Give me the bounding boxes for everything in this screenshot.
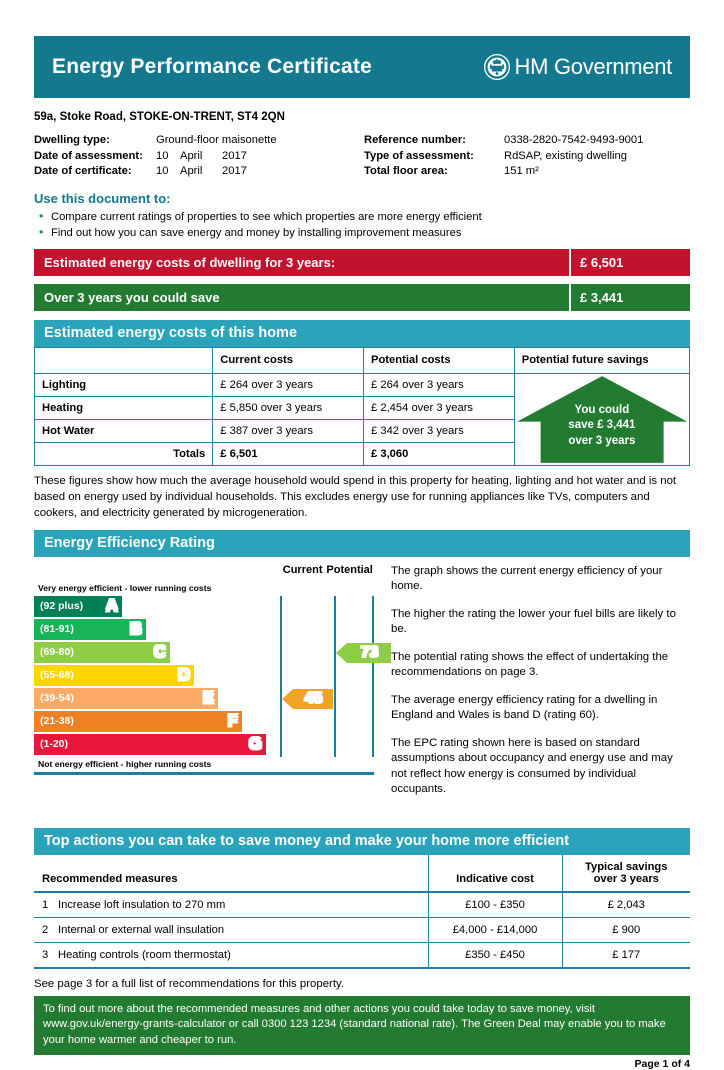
col-potential-costs: Potential costs [364,347,515,373]
estimated-cost-bar [34,249,690,276]
date-of-assessment-value [156,149,247,165]
measure-text-1: Increase loft insulation to 270 mm [58,898,226,911]
graph-bottom-label: Not energy efficient - higher running costs [38,758,212,769]
current-rating-arrow [282,688,334,710]
certificate-month: April [180,165,203,177]
measure-savings-1: £ 2,043 [562,892,690,918]
hm-government-logo [484,54,672,80]
totals-potential: £ 3,060 [364,442,515,465]
measure-number-2: 2 [42,923,49,936]
efficiency-para-3: The potential rating shows the effect of undertaking the recommendations on page 3. [391,650,669,678]
efficiency-para-2: The higher the rating the lower your fuel bills are likely to be. [391,607,676,635]
potential-saving-bar [34,284,690,311]
current-rating-value: 45 [304,689,323,707]
savings-line-2: save £ 3,441 [568,419,636,431]
assessment-day: 10 [156,149,169,162]
royal-crest-icon [484,54,510,80]
lighting-current: £ 264 over 3 years [213,373,364,396]
bullet-icon: • [39,224,44,239]
rating-band-range-G: (1-20) [40,738,69,750]
table-row [35,373,690,396]
rating-band-letter-G: G [248,734,262,753]
graph-top-label: Very energy efficient - lower running costs [38,582,212,593]
rating-band-letter-A: A [105,596,118,615]
efficiency-para-4: The average energy efficiency rating for a dwelling in England and Wales is band D (rating 60). [391,693,658,721]
rating-band-letter-C: C [153,642,166,661]
reference-number-label: Reference number: [364,134,466,146]
costs-note: These figures show how much the average household would spend in this property for heating, lighting and hot water and is not based on energy used by individual households. This excludes energy use for running appliances like TVs, computers and cookers, and electricity generated by microgeneration. [34,474,677,519]
potential-rating-arrow [336,642,392,664]
estimated-cost-value: £ 6,501 [569,249,690,276]
col-header-potential: Potential [326,563,373,576]
rating-band-bar-D [34,665,194,686]
potential-saving-value: £ 3,441 [569,284,690,311]
savings-house-cell [514,373,689,465]
recommendations-band: Top actions you can take to save money and make your home more efficient [34,828,690,855]
rating-band-range-A: (92 plus) [40,600,84,612]
use-document-bullet-2: Find out how you can save energy and money by installing improvement measures [51,226,462,239]
table-row [34,892,690,918]
reference-number-value: 0338-2820-7542-9493-9001 [504,134,644,146]
col-indicative-cost: Indicative cost [428,855,562,892]
measure-savings-2: £ 900 [562,917,690,942]
type-of-assessment-label: Type of assessment: [364,149,474,162]
measure-text-2: Internal or external wall insulation [58,923,225,936]
totals-current: £ 6,501 [213,442,364,465]
rating-band-range-E: (39-54) [40,692,74,704]
efficiency-section-band: Energy Efficiency Rating [34,530,690,557]
total-floor-area-label: Total floor area: [364,165,448,177]
hotwater-potential: £ 342 over 3 years [364,419,515,442]
measure-number-1: 1 [42,898,49,911]
table-row [34,942,690,968]
rating-band-letter-F: F [227,711,238,730]
type-of-assessment-value: RdSAP, existing dwelling [504,149,627,162]
page-title: Energy Performance Certificate [52,55,372,78]
typical-savings-line-1: Typical savings [585,860,668,873]
measure-cost-3: £350 - £450 [428,942,562,968]
measure-savings-3: £ 177 [562,942,690,968]
row-label-hot-water: Hot Water [35,419,213,442]
rating-band-letter-E: E [202,688,214,707]
rating-band-letter-D: D [177,665,190,684]
rating-band-range-D: (55-68) [40,669,74,681]
column-divider [334,596,336,757]
col-potential-savings: Potential future savings [514,347,689,373]
rating-band-bar-B [34,619,146,640]
savings-house-text [515,403,689,450]
rating-band-letter-B: B [129,619,142,638]
measure-cell-3 [34,942,428,968]
col-current-costs: Current costs [213,347,364,373]
costs-section-band: Estimated energy costs of this home [34,320,690,347]
property-meta [34,133,690,180]
energy-costs-table [34,347,690,466]
assessment-year: 2017 [222,149,247,162]
dwelling-type-value: Ground-floor maisonette [156,134,277,146]
measure-cost-1: £100 - £350 [428,892,562,918]
current-column [280,596,379,757]
measure-cell-1 [34,892,428,918]
rating-band-bar-C [34,642,170,663]
col-blank [35,347,213,373]
heating-potential: £ 2,454 over 3 years [364,396,515,419]
efficiency-graph [34,563,379,810]
use-document-list [34,209,690,241]
rating-band-bar-A [34,596,122,617]
date-of-certificate-value [156,164,247,180]
savings-house [515,374,689,465]
efficiency-section [34,564,690,810]
see-page-note: See page 3 for a full list of recommendations for this property. [34,977,345,990]
certificate-day: 10 [156,165,169,177]
typical-savings-line-2: over 3 years [593,872,659,885]
footer-green-box: To find out more about the recommended measures and other actions you could take today to save money, visit www.gov.uk/energy-grants-calculator or call 0300 123 1234 (standard national rate). The Green Deal may enable you to make your home warmer and cheaper to run. [34,996,690,1056]
graph-rating-columns [280,596,379,757]
measure-text-3: Heating controls (room thermostat) [58,948,231,961]
graph-body [34,582,379,775]
use-document-bullet-1: Compare current ratings of properties to see which properties are more energy efficient [51,210,482,223]
col-typical-savings [562,855,690,892]
total-floor-area-value: 151 m² [504,165,539,177]
savings-line-3: over 3 years [568,434,636,447]
rating-band-range-C: (69-80) [40,646,74,658]
potential-saving-label: Over 3 years you could save [44,289,220,305]
heating-current: £ 5,850 over 3 years [213,396,364,419]
estimated-cost-label: Estimated energy costs of dwelling for 3 years: [44,254,336,270]
list-item [34,225,690,241]
property-address: 59a, Stoke Road, STOKE-ON-TRENT, ST4 2QN [34,111,285,123]
recommendations-table [34,855,690,969]
hm-government-label: HM Government [514,54,672,79]
row-label-heating: Heating [35,396,213,419]
rating-band-range-F: (21-38) [40,715,74,727]
rating-band-bar-E [34,688,218,709]
row-label-lighting: Lighting [35,373,213,396]
list-item [34,209,690,225]
savings-line-1: You could [574,403,630,416]
table-row [34,917,690,942]
potential-rating-value: 73 [360,643,379,661]
measure-cost-2: £4,000 - £14,000 [428,917,562,942]
measure-number-3: 3 [42,948,49,961]
efficiency-para-5: The EPC rating shown here is based on standard assumptions about occupancy and energy use and may not reflect how energy is consumed by individual occupants. [391,736,673,795]
totals-label: Totals [35,442,213,465]
graph-bars [34,596,379,755]
certificate-year: 2017 [222,165,247,177]
rating-band-bar-G [34,734,266,755]
lighting-potential: £ 264 over 3 years [364,373,515,396]
epc-page [0,36,724,1070]
measure-cell-2 [34,917,428,942]
date-of-assessment-label: Date of assessment: [34,149,143,162]
date-of-certificate-label: Date of certificate: [34,165,132,177]
assessment-month: April [180,149,203,162]
col-recommended-measures: Recommended measures [34,855,428,892]
page-header [34,36,690,98]
graph-column-headers [280,564,374,576]
col-header-current: Current [282,563,323,576]
efficiency-explanation [374,564,690,810]
page-number: Page 1 of 4 [634,1058,690,1070]
rating-band-bar-F [34,711,242,732]
bullet-icon: • [39,208,44,223]
dwelling-type-label: Dwelling type: [34,134,110,146]
efficiency-para-1: The graph shows the current energy efficiency of your home. [391,564,663,592]
hotwater-current: £ 387 over 3 years [213,419,364,442]
rating-band-range-B: (81-91) [40,623,74,635]
use-document-heading: Use this document to: [34,190,171,206]
